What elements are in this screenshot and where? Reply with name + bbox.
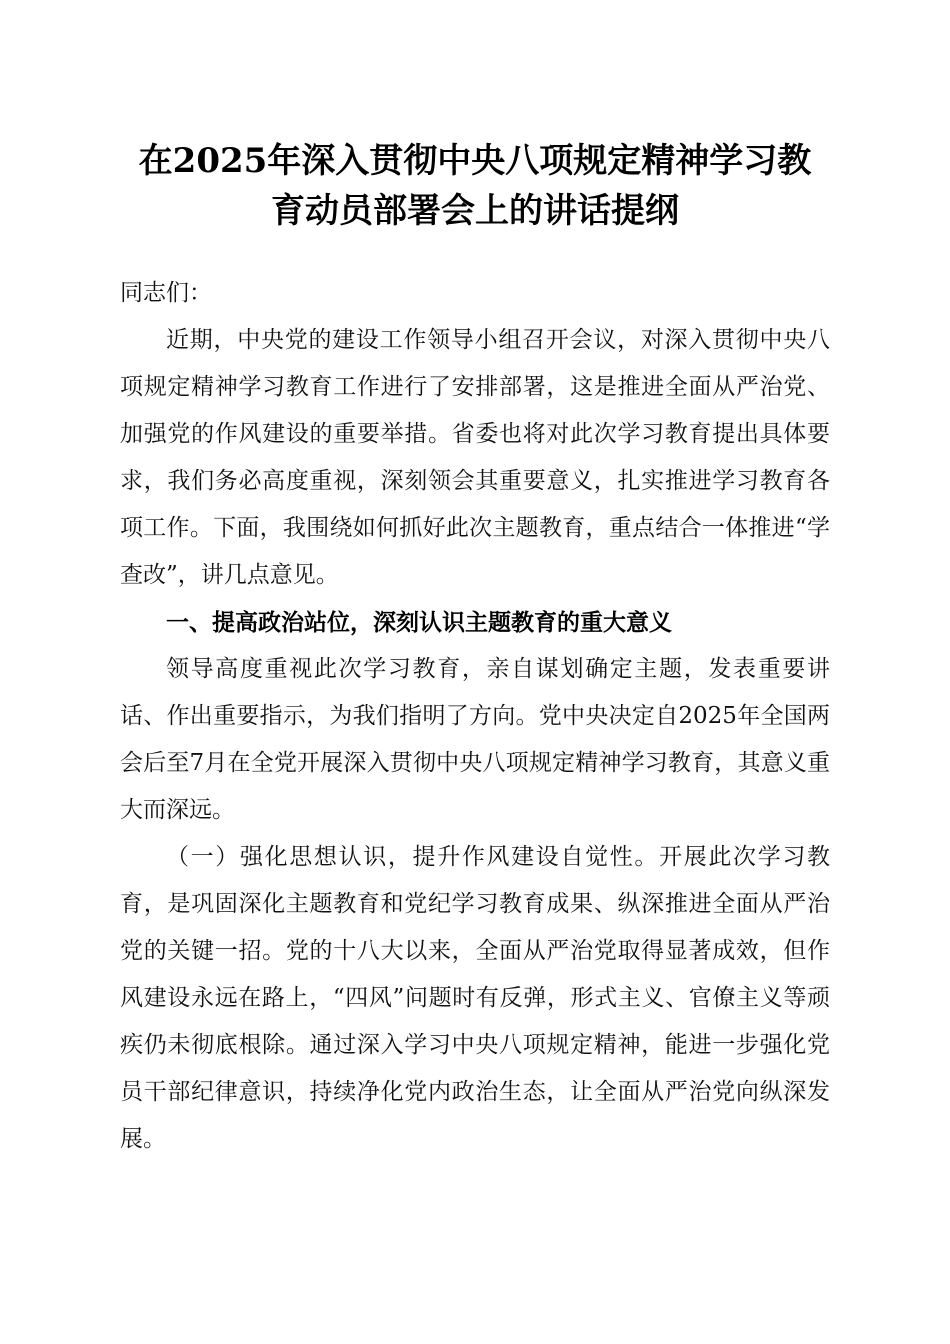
salutation: 同志们： (120, 280, 212, 306)
document-title (110, 136, 840, 236)
title-line-1: 在2025年深入贯彻中央八项规定精神学习教 (138, 141, 812, 181)
document-body (120, 270, 830, 1163)
paragraph-intro: 近期，中央党的建设工作领导小组召开会议，对深入贯彻中央八项规定精神学习教育工作进行了安排部署，这是推进全面从严治党、加强党的作风建设的重要举措。省委也将对此次学习教育提出具体要求，我们务必高度重视，深刻领会其重要意义，扎实推进学习教育各项工作。下面，我围绕如何抓好此次主题教育，重点结合一体推进“学查改”，讲几点意见。 (120, 327, 830, 588)
section-heading-1: 一、提高政治站位，深刻认识主题教育的重大意义 (166, 609, 672, 636)
title-line-2: 育动员部署会上的讲话提纲 (271, 191, 679, 231)
paragraph-significance: 领导高度重视此次学习教育，亲自谋划确定主题，发表重要讲话、作出重要指示，为我们指明了方向。党中央决定自2025年全国两会后至7月在全党开展深入贯彻中央八项规定精神学习教育，其意义重大而深远。 (120, 656, 830, 823)
paragraph-subsection-1: （一）强化思想认识，提升作风建设自觉性。开展此次学习教育，是巩固深化主题教育和党纪学习教育成果、纵深推进全面从严治党的关键一招。党的十八大以来，全面从严治党取得显著成效，但作风建设永远在路上，“四风”问题时有反弹，形式主义、官僚主义等顽疾仍未彻底根除。通过深入学习中央八项规定精神，能进一步强化党员干部纪律意识，持续净化党内政治生态，让全面从严治党向纵深发展。 (120, 844, 830, 1152)
